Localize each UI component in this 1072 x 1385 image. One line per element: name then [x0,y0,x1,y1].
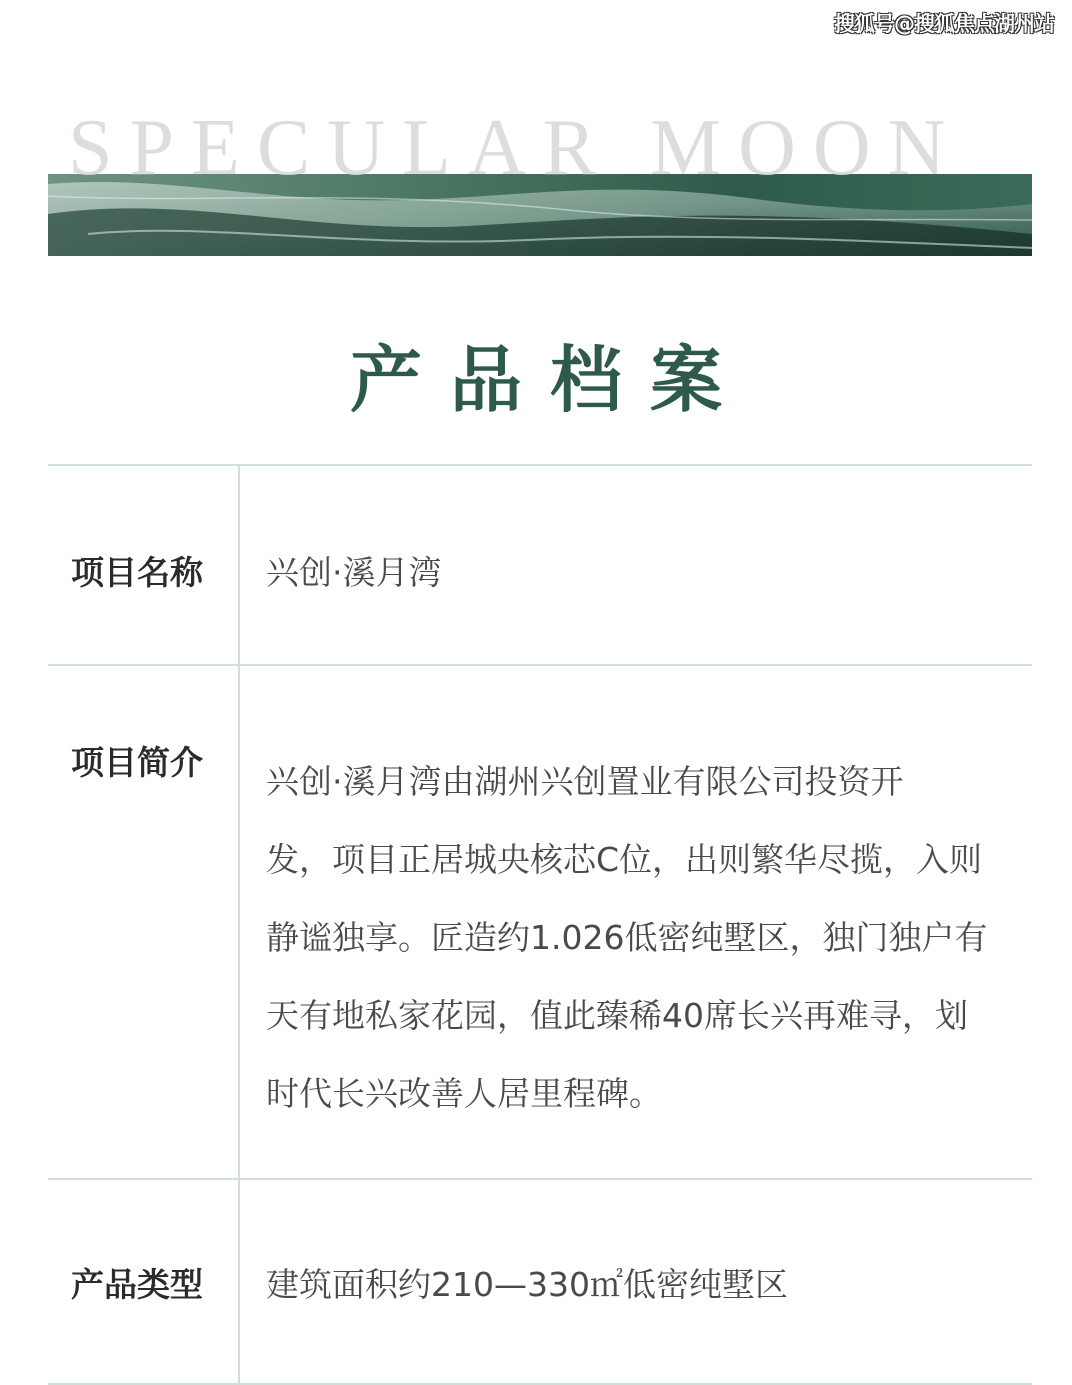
intro-line: 天有地私家花园，值此臻稀40席长兴再难寻，划 [266,996,968,1035]
intro-line: 时代长兴改善人居里程碑。 [266,1074,662,1113]
divider-top [48,464,1032,466]
row-value-name: 兴创·溪月湾 [266,553,442,592]
intro-line: 兴创·溪月湾由湖州兴创置业有限公司投资开 [266,762,904,801]
table-column-divider [238,465,240,1385]
row-value-intro [266,743,1006,1133]
divider-after-intro [48,1178,1032,1180]
row-value-type: 建筑面积约210—330㎡低密纯墅区 [266,1265,788,1304]
page-title: 产品档案 [349,337,750,422]
row-label-intro: 项目简介 [71,743,203,782]
watermark: 搜狐号@搜狐焦点湖州站 [834,12,1054,36]
intro-line: 发，项目正居城央核芯C位，出则繁华尽揽，入则 [266,840,983,879]
intro-line: 静谧独享。匠造约1.026低密纯墅区，独门独户有 [266,918,988,957]
row-label-type: 产品类型 [71,1265,203,1304]
row-label-name: 项目名称 [71,553,203,592]
banner-tagline: SPECULAR MOON [68,104,963,192]
divider-after-name [48,664,1032,666]
